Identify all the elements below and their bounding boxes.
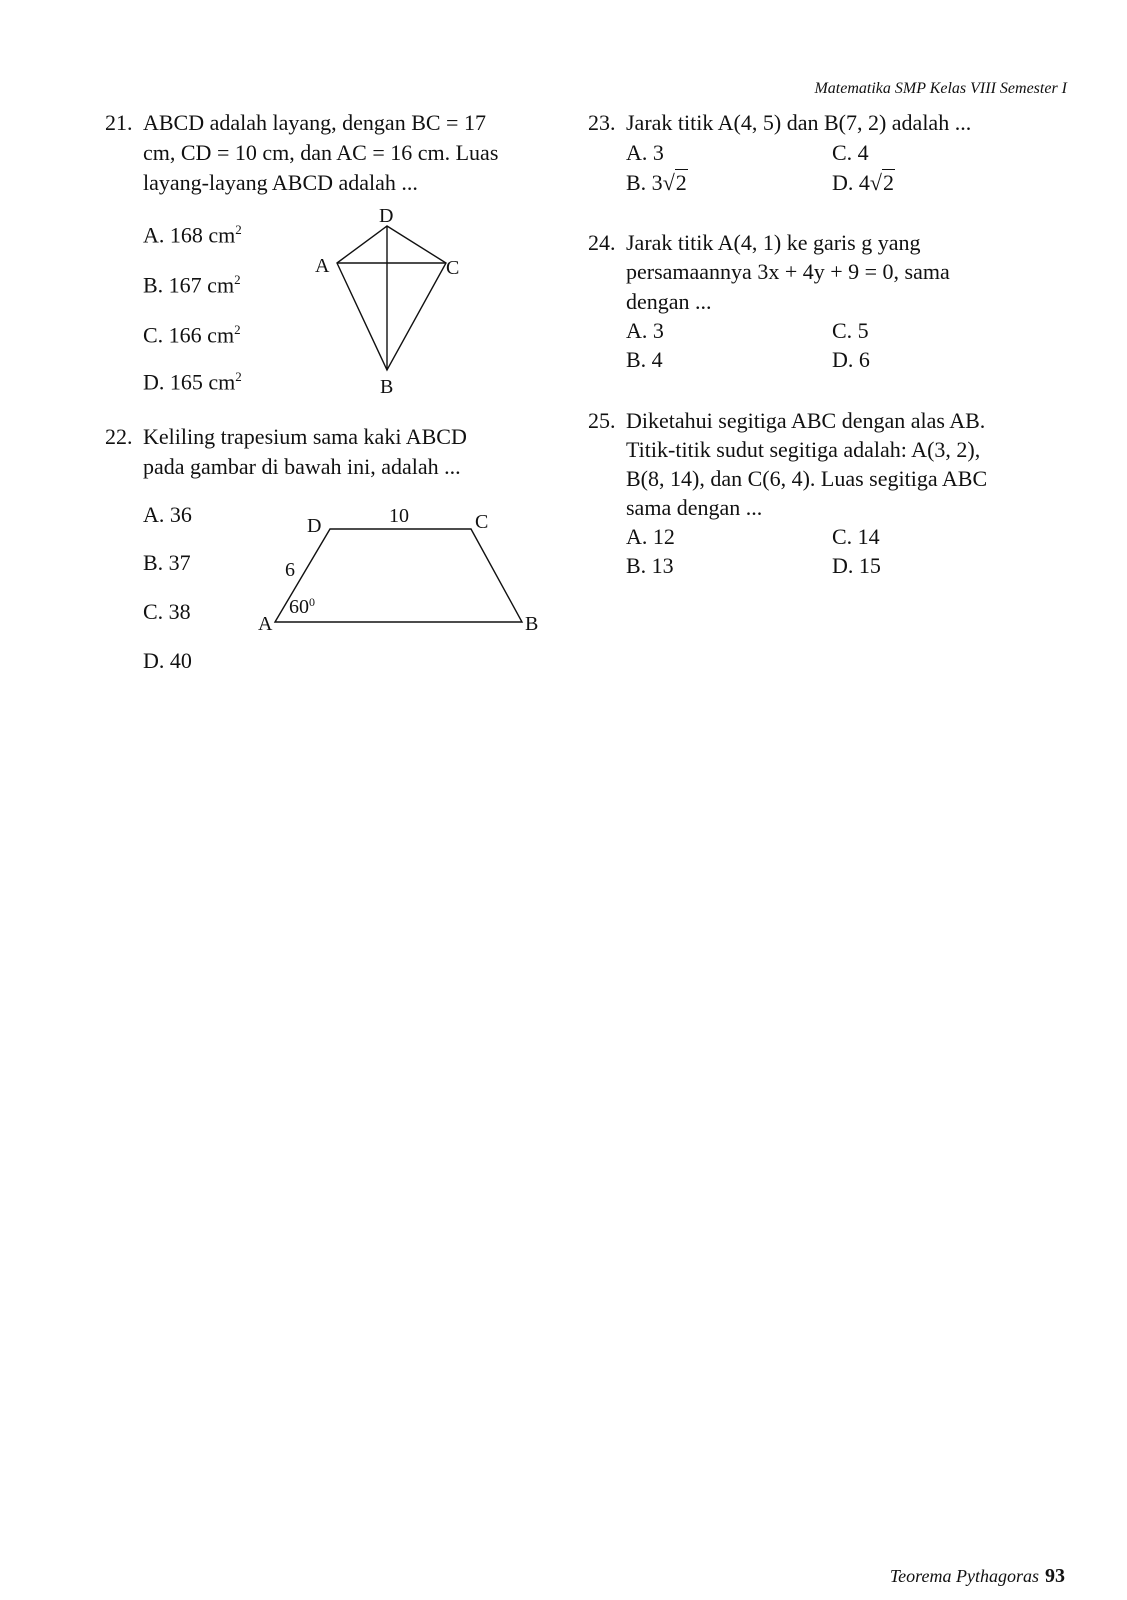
kite-outline [337,226,446,370]
answer-option: C. 4 [832,140,869,165]
kite-diagram [300,195,480,405]
question-text-line: ABCD adalah layang, dengan BC = 17 [143,110,486,135]
answer-option: C. 5 [832,318,869,343]
question-text-line: persamaannya 3x + 4y + 9 = 0, sama [626,259,950,284]
vertex-label-c: C [446,257,460,279]
answer-option: B. 37 [143,550,191,575]
question-text-line: Diketahui segitiga ABC dengan alas AB. [626,408,986,433]
question-number: 25. [588,408,616,433]
answer-option: C. 14 [832,524,880,549]
answer-option: A. 3 [626,318,664,343]
top-length-label: 10 [389,505,409,527]
side-length-label: 6 [285,559,295,581]
question-text-line: dengan ... [626,289,712,314]
question-number: 22. [105,424,133,449]
question-text-line: Titik-titik sudut segitiga adalah: A(3, 2), [626,437,981,462]
vertex-label-a: A [315,255,330,277]
page-number: 93 [1045,1565,1065,1587]
section-title: Teorema Pythagoras [889,1566,1039,1586]
answer-option: A. 168 $cm^2$ [143,222,242,248]
question-number: 23. [588,110,616,135]
answer-option: D. 40 [143,648,192,673]
answer-option: D. 165 $cm^2$ [143,369,242,395]
page-footer [890,1565,1065,1588]
answer-option: C. 38 [143,599,191,624]
vertex-label-b: B [525,613,539,635]
vertex-label-d: D [379,205,394,227]
question-text-line: cm, CD = 10 cm, dan AC = 16 cm. Luas [143,140,499,165]
answer-option: D. 6 [832,347,870,372]
answer-option: B. 3√2 [626,170,687,195]
angle-label: $60^0$ [289,595,315,618]
trapezoid-diagram [250,500,550,640]
question-number: 21. [105,110,133,135]
answer-option: A. 3 [626,140,664,165]
vertex-label-c: C [475,511,489,533]
question-text-line: pada gambar di bawah ini, adalah ... [143,454,461,479]
question-text-line: sama dengan ... [626,495,763,520]
question-text-line: layang-layang ABCD adalah ... [143,170,418,195]
vertex-label-d: D [307,515,322,537]
answer-option: A. 12 [626,524,675,549]
answer-option: B. 167 $cm^2$ [143,272,241,298]
question-text-line: B(8, 14), dan C(6, 4). Luas segitiga ABC [626,466,988,491]
question-text-line: Keliling trapesium sama kaki ABCD [143,424,467,449]
answer-option: B. 4 [626,347,663,372]
vertex-label-a: A [258,613,273,635]
answer-option: A. 36 [143,502,192,527]
page-header: Matematika SMP Kelas VIII Semester I [814,80,1067,97]
answer-option: B. 13 [626,553,674,578]
question-number: 24. [588,230,616,255]
vertex-label-b: B [380,376,394,398]
answer-option: D. 4√2 [832,170,894,195]
question-text-line: Jarak titik A(4, 1) ke garis g yang [626,230,921,255]
answer-option: C. 166 $cm^2$ [143,322,241,348]
answer-option: D. 15 [832,553,881,578]
question-text-line: Jarak titik A(4, 5) dan B(7, 2) adalah ... [626,110,972,135]
